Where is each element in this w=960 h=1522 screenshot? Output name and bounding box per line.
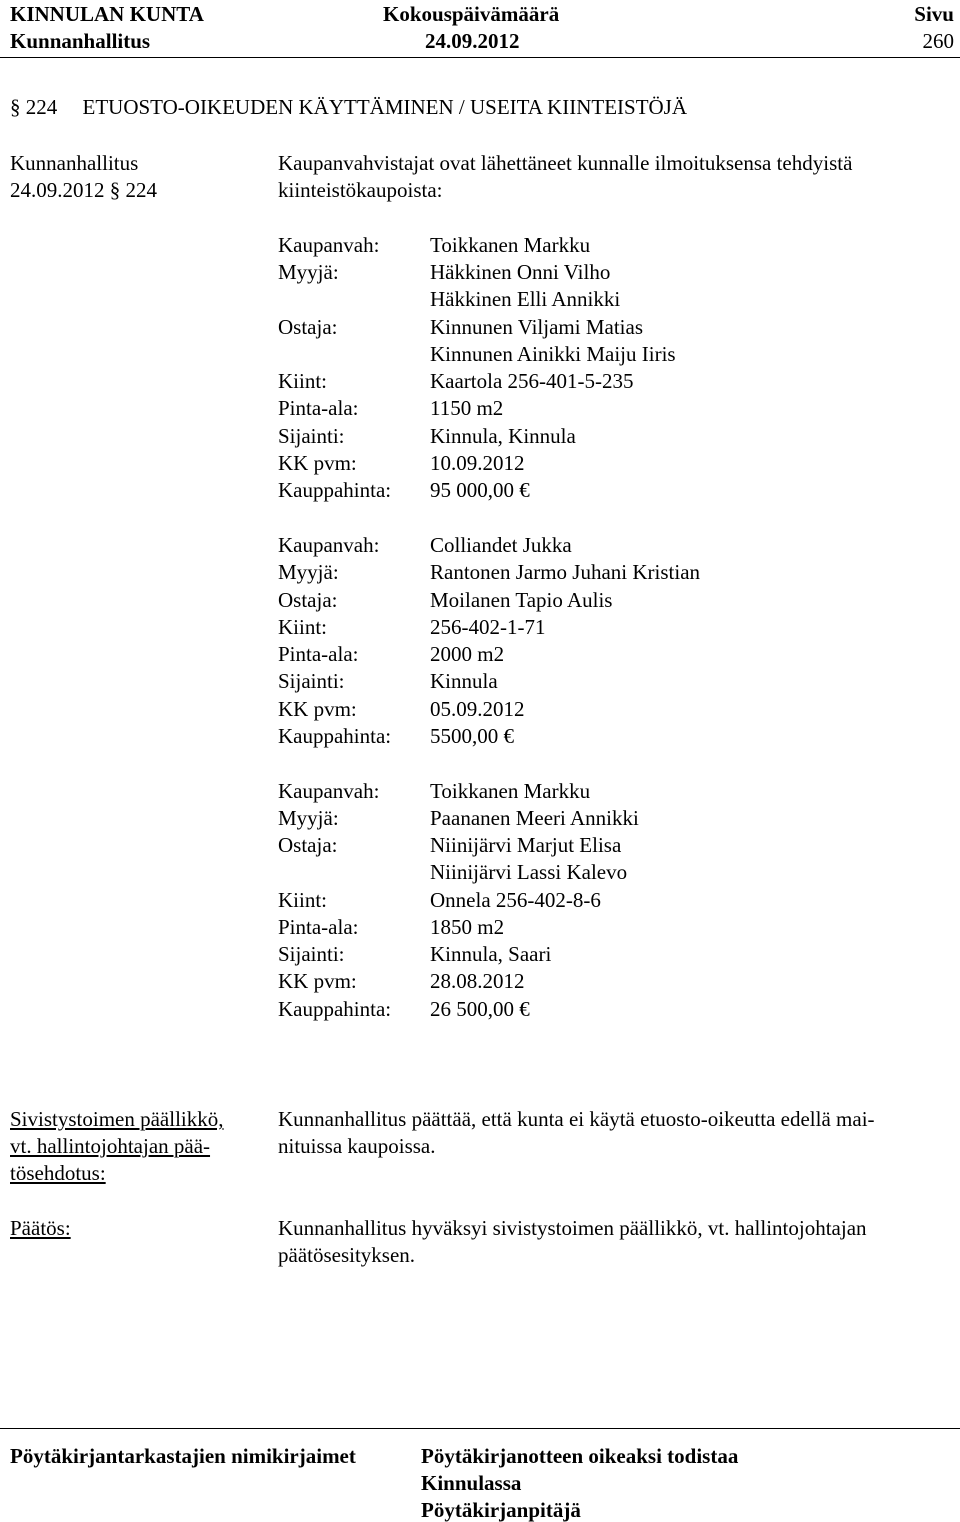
decision-text: Kunnanhallitus hyväksyi sivistystoimen päällikkö, vt. hallintojohtajan [278, 1216, 867, 1240]
trade-kiint: 256-402-1-71 [430, 615, 546, 639]
page-label: Sivu [914, 2, 954, 26]
ref-line [10, 180, 157, 201]
label-kaupanvah: Kaupanvah: [278, 779, 380, 803]
meeting-date: 24.09.2012 [425, 29, 520, 53]
label-sijainti: Sijainti: [278, 424, 345, 448]
label-kiint: Kiint: [278, 615, 328, 639]
proposal-label: tösehdotus: [10, 1161, 106, 1185]
label-pinta-ala: Pinta-ala: [278, 642, 359, 666]
trade-pinta-ala: 1850 m2 [430, 915, 505, 939]
trade-kk-pvm: 05.09.2012 [430, 697, 525, 721]
section-title: ETUOSTO-OIKEUDEN KÄYTTÄMINEN / USEITA KIINTEISTÖJÄ [82, 95, 688, 119]
ref-body: Kunnanhallitus [10, 151, 139, 175]
label-sijainti: Sijainti: [278, 942, 345, 966]
header-body: Kunnanhallitus [10, 29, 151, 53]
trade-myyja: Paananen Meeri Annikki [430, 806, 639, 830]
trade-myyja: Häkkinen Onni Vilho [430, 260, 611, 284]
date-label: Kokouspäivämäärä [383, 2, 560, 26]
trade-ostaja: Niinijärvi Marjut Elisa [430, 833, 622, 857]
label-pinta-ala: Pinta-ala: [278, 396, 359, 420]
label-kiint: Kiint: [278, 888, 328, 912]
org-name: KINNULAN KUNTA [10, 2, 204, 26]
label-kk-pvm: KK pvm: [278, 969, 357, 993]
trade-sijainti: Kinnula, Kinnula [430, 424, 576, 448]
header-rule [0, 57, 960, 58]
trade-kiint: Kaartola 256-401-5-235 [430, 369, 634, 393]
label-myyja: Myyjä: [278, 560, 339, 584]
trade-sijainti: Kinnula, Saari [430, 942, 552, 966]
trade-kaupanvah: Colliandet Jukka [430, 533, 572, 557]
trade-kaupanvah: Toikkanen Markku [430, 779, 591, 803]
proposal-label: vt. hallintojohtajan pää- [10, 1134, 211, 1158]
label-myyja: Myyjä: [278, 260, 339, 284]
ref-date: 24.09.2012 [10, 178, 105, 202]
trade-kaupanvah: Toikkanen Markku [430, 233, 591, 257]
label-myyja: Myyjä: [278, 806, 339, 830]
trade-ostaja: Kinnunen Ainikki Maiju Iiris [430, 342, 676, 366]
proposal-label: Sivistystoimen päällikkö, [10, 1107, 224, 1131]
label-ostaja: Ostaja: [278, 315, 338, 339]
label-kk-pvm: KK pvm: [278, 697, 357, 721]
trade-kiint: Onnela 256-402-8-6 [430, 888, 601, 912]
trade-pinta-ala: 1150 m2 [430, 396, 504, 420]
trade-kauppahinta: 5500,00 € [430, 724, 514, 748]
decision-text: päätösesityksen. [278, 1243, 416, 1267]
label-sijainti: Sijainti: [278, 669, 345, 693]
footer-initials-label: Pöytäkirjantarkastajien nimikirjaimet [10, 1444, 356, 1468]
trade-sijainti: Kinnula [430, 669, 498, 693]
label-kk-pvm: KK pvm: [278, 451, 357, 475]
trade-ostaja: Kinnunen Viljami Matias [430, 315, 643, 339]
label-kauppahinta: Kauppahinta: [278, 724, 392, 748]
footer-place: Kinnulassa [421, 1471, 522, 1495]
trade-pinta-ala: 2000 m2 [430, 642, 505, 666]
decision-label: Päätös: [10, 1216, 71, 1240]
section-number: 224 [25, 95, 58, 119]
intro-line-1: Kaupanvahvistajat ovat lähettäneet kunnalle ilmoituksensa tehdyistä [278, 151, 853, 175]
trade-myyja: Häkkinen Elli Annikki [430, 287, 621, 311]
label-ostaja: Ostaja: [278, 833, 338, 857]
label-pinta-ala: Pinta-ala: [278, 915, 359, 939]
ref-number: 224 [125, 178, 157, 202]
label-kauppahinta: Kauppahinta: [278, 478, 392, 502]
trade-kk-pvm: 28.08.2012 [430, 969, 525, 993]
intro-line-2: kiinteistökaupoista: [278, 178, 443, 202]
ref-symbol: § [109, 178, 121, 202]
label-ostaja: Ostaja: [278, 588, 338, 612]
trade-ostaja: Niinijärvi Lassi Kalevo [430, 860, 628, 884]
footer-certify-label: Pöytäkirjanotteen oikeaksi todistaa [421, 1444, 739, 1468]
page-number: 260 [922, 29, 954, 53]
footer-secretary-label: Pöytäkirjanpitäjä [421, 1498, 581, 1522]
label-kauppahinta: Kauppahinta: [278, 997, 392, 1021]
trade-kauppahinta: 26 500,00 € [430, 997, 530, 1021]
trade-kauppahinta: 95 000,00 € [430, 478, 530, 502]
proposal-text: nituissa kaupoissa. [278, 1134, 436, 1158]
section-heading [10, 97, 687, 118]
label-kaupanvah: Kaupanvah: [278, 533, 380, 557]
section-symbol: § [10, 95, 21, 119]
trade-kk-pvm: 10.09.2012 [430, 451, 525, 475]
trade-myyja: Rantonen Jarmo Juhani Kristian [430, 560, 701, 584]
proposal-text: Kunnanhallitus päättää, että kunta ei käytä etuosto-oikeutta edellä mai- [278, 1107, 875, 1131]
footer-rule [0, 1428, 960, 1429]
label-kiint: Kiint: [278, 369, 328, 393]
label-kaupanvah: Kaupanvah: [278, 233, 380, 257]
trade-ostaja: Moilanen Tapio Aulis [430, 588, 613, 612]
